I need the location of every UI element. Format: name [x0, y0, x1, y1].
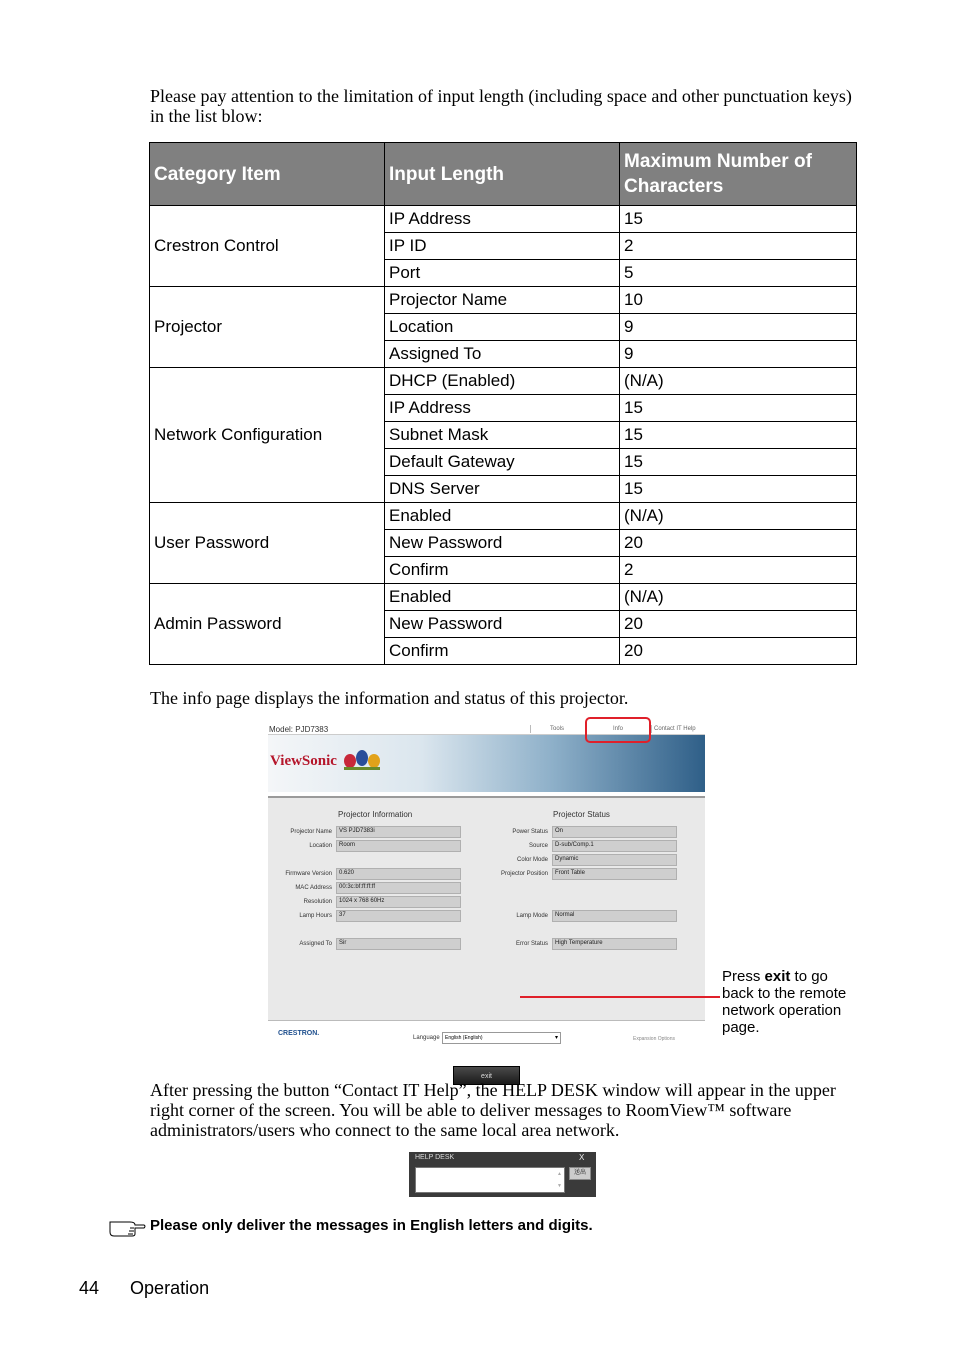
helpdesk-message-input[interactable] [415, 1167, 565, 1193]
language-label: Language [413, 1035, 440, 1041]
table-row [150, 287, 857, 314]
input-length-cell: DHCP (Enabled) [385, 368, 620, 395]
input-length-cell: Enabled [385, 584, 620, 611]
field-value: Front Table [552, 868, 677, 880]
language-select[interactable]: English (English) ▾ [442, 1032, 561, 1044]
input-length-cell: Enabled [385, 503, 620, 530]
exit-button[interactable]: exit [453, 1066, 520, 1085]
field-label: Projector Position [500, 871, 548, 877]
max-chars-cell: (N/A) [620, 584, 857, 611]
table-row [150, 584, 857, 611]
category-cell: User Password [150, 503, 385, 584]
input-length-cell: Subnet Mask [385, 422, 620, 449]
crestron-logo: CRESTRON. [278, 1030, 320, 1037]
input-length-cell: New Password [385, 530, 620, 557]
field-label: Color Mode [516, 857, 548, 863]
after-paragraph: After pressing the button “Contact IT Help”, the HELP DESK window will appear in the upper right corner of the screen. You will be able to deliver messages to RoomView™ software administrators/users who connect to the same local area network. [150, 1080, 836, 1140]
field-label: MAC Address [295, 885, 332, 891]
field-label: Lamp Mode [516, 913, 548, 919]
input-length-cell: New Password [385, 611, 620, 638]
header-max-chars: Maximum Number of Characters [620, 143, 857, 206]
input-length-cell: Location [385, 314, 620, 341]
max-chars-cell: 2 [620, 557, 857, 584]
info-paragraph: The info page displays the information and status of this projector. [150, 688, 629, 708]
input-length-cell: Default Gateway [385, 449, 620, 476]
model-label: Model: PJD7383 [269, 725, 329, 734]
max-chars-cell: 15 [620, 476, 857, 503]
max-chars-cell: 5 [620, 260, 857, 287]
category-cell: Network Configuration [150, 368, 385, 503]
max-chars-cell: 10 [620, 287, 857, 314]
max-chars-cell: 9 [620, 314, 857, 341]
callout-line [520, 996, 720, 998]
page-footer [79, 1278, 209, 1299]
input-limits-table [149, 142, 857, 665]
max-chars-cell: 15 [620, 206, 857, 233]
nav-tools[interactable]: Tools [550, 726, 565, 732]
projector-info-title: Projector Information [338, 810, 413, 819]
chevron-down-icon: ▾ [554, 1035, 558, 1041]
table-row [150, 206, 857, 233]
nav-contact-it-help[interactable]: Contact IT Help [654, 726, 696, 732]
max-chars-cell: (N/A) [620, 503, 857, 530]
table-row [150, 368, 857, 395]
expansion-options-link[interactable]: Expansion Options [633, 1036, 675, 1042]
max-chars-cell: (N/A) [620, 368, 857, 395]
header-input-length: Input Length [385, 143, 620, 206]
info-page-screenshot [268, 720, 705, 1080]
pointing-hand-icon [108, 1214, 146, 1238]
input-length-cell: DNS Server [385, 476, 620, 503]
input-length-cell: IP Address [385, 206, 620, 233]
category-cell: Projector [150, 287, 385, 368]
projector-status-title: Projector Status [553, 810, 610, 819]
field-value: 0.620 [336, 868, 461, 880]
birds-logo-icon [342, 745, 382, 771]
field-label: Resolution [303, 899, 332, 905]
table-header-row [150, 143, 857, 206]
field-label: Lamp Hours [299, 913, 332, 919]
info-highlight-ring [585, 717, 651, 743]
nav-info[interactable]: Info [613, 726, 624, 732]
input-length-cell: IP Address [385, 395, 620, 422]
field-value: 1024 x 768 60Hz [336, 896, 461, 908]
field-value: D-sub/Comp.1 [552, 840, 677, 852]
field-value: 00:3c:bf:ff:ff:ff [336, 882, 461, 894]
note-text: Please only deliver the messages in English letters and digits. [150, 1217, 593, 1234]
viewsonic-logo: ViewSonic [270, 753, 337, 769]
field-label: Firmware Version [285, 871, 332, 877]
intro-paragraph: Please pay attention to the limitation of input length (including space and other punctuation keys) in the list blow: [150, 86, 852, 126]
field-value: High Temperature [552, 938, 677, 950]
field-value: On [552, 826, 677, 838]
field-label: Power Status [512, 829, 548, 835]
table-row [150, 503, 857, 530]
max-chars-cell: 15 [620, 422, 857, 449]
field-value: Room [336, 840, 461, 852]
max-chars-cell: 20 [620, 530, 857, 557]
field-label: Source [528, 843, 548, 849]
max-chars-cell: 15 [620, 395, 857, 422]
field-label: Projector Name [290, 829, 332, 835]
max-chars-cell: 20 [620, 611, 857, 638]
scrollbar-arrows-icon: ▲ ▼ [557, 1171, 562, 1189]
page-number: 44 [79, 1278, 100, 1298]
field-label: Assigned To [299, 941, 332, 947]
input-length-cell: Port [385, 260, 620, 287]
field-value: Dynamic [552, 854, 677, 866]
helpdesk-window [409, 1152, 596, 1197]
field-value: 37 [336, 910, 461, 922]
field-value: VS PJD7383i [336, 826, 461, 838]
max-chars-cell: 15 [620, 449, 857, 476]
field-value: Sir [336, 938, 461, 950]
field-label: Error Status [515, 941, 548, 947]
field-value: Normal [552, 910, 677, 922]
input-length-cell: IP ID [385, 233, 620, 260]
input-length-cell: Confirm [385, 557, 620, 584]
exit-callout: Press exit to go back to the remote network operation page. [722, 968, 847, 1036]
input-length-cell: Confirm [385, 638, 620, 665]
input-length-cell: Projector Name [385, 287, 620, 314]
category-cell: Admin Password [150, 584, 385, 665]
field-label: Location [309, 843, 332, 849]
screenshot-footer [268, 1020, 705, 1052]
input-length-cell: Assigned To [385, 341, 620, 368]
max-chars-cell: 2 [620, 233, 857, 260]
max-chars-cell: 20 [620, 638, 857, 665]
header-category: Category Item [150, 143, 385, 206]
category-cell: Crestron Control [150, 206, 385, 287]
max-chars-cell: 9 [620, 341, 857, 368]
helpdesk-title: HELP DESK [415, 1154, 455, 1161]
section-name: Operation [130, 1278, 210, 1298]
close-icon[interactable]: X [579, 1153, 585, 1162]
send-button[interactable]: 送出 [569, 1167, 591, 1180]
